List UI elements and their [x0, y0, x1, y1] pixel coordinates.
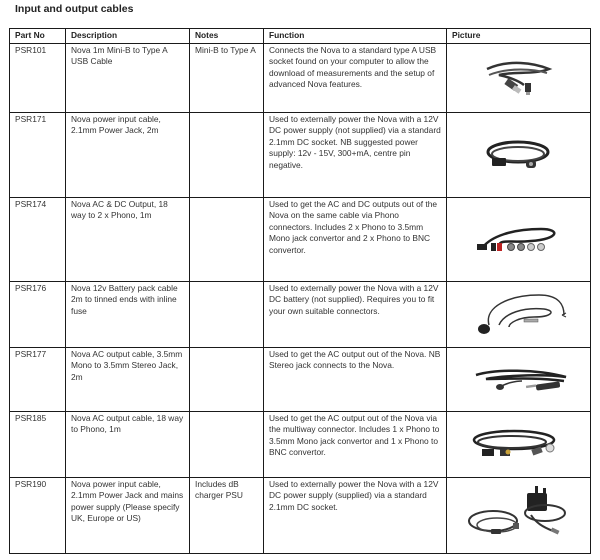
section-title: Input and output cables	[15, 3, 134, 15]
notes	[190, 112, 264, 197]
header-notes: Notes	[190, 29, 264, 44]
function: Connects the Nova to a standard type A USB socket found on your computer to allow the download of measurements and the setup of advanced Nova features.	[264, 43, 447, 112]
table-row	[10, 197, 591, 281]
part-no: PSR174	[10, 197, 66, 281]
battery-cable-icon	[469, 287, 569, 342]
header-description: Description	[66, 29, 190, 44]
header-part-no: Part No	[10, 29, 66, 44]
picture-cell	[447, 477, 591, 553]
function: Used to get the AC output out of the Nova. NB Stereo jack connects to the Nova.	[264, 347, 447, 411]
header-picture: Picture	[447, 29, 591, 44]
part-no: PSR185	[10, 411, 66, 477]
power-jack-cable-icon	[476, 132, 561, 177]
function: Used to externally power the Nova with a 12V DC power supply (not supplied) via a standard 2.1mm DC socket. NB suggested power supply: 12v - 15V, 300+mA, centre pin negative.	[264, 112, 447, 197]
function: Used to get the AC and DC outputs out of the Nova on the same cable via Phono connectors. Includes 2 x Phono to 3.5mm Mono jack convertor and 2 x Phono to BNC convertor.	[264, 197, 447, 281]
table-row	[10, 112, 591, 197]
notes	[190, 411, 264, 477]
part-no: PSR190	[10, 477, 66, 553]
description: Nova power input cable, 2.1mm Power Jack, 2m	[66, 112, 190, 197]
table-row	[10, 43, 591, 112]
cables-table	[9, 28, 591, 554]
picture-cell	[447, 281, 591, 347]
usb-cable-icon	[479, 55, 559, 100]
notes: Includes dB charger PSU	[190, 477, 264, 553]
description: Nova AC output cable, 3.5mm Mono to 3.5mm Stereo Jack, 2m	[66, 347, 190, 411]
description: Nova AC & DC Output, 18 way to 2 x Phono, 1m	[66, 197, 190, 281]
phono-cable-icon	[464, 422, 574, 467]
picture-cell	[447, 112, 591, 197]
notes: Mini-B to Type A	[190, 43, 264, 112]
picture-cell	[447, 347, 591, 411]
ac-dc-output-cable-icon	[471, 217, 566, 262]
notes	[190, 347, 264, 411]
description: Nova 1m Mini-B to Type A USB Cable	[66, 43, 190, 112]
description: Nova power input cable, 2.1mm Power Jack and mains power supply (Please specify UK, Europe or US)	[66, 477, 190, 553]
function: Used to get the AC output out of the Nova via the multiway connector. Includes 1 x Phono to 3.5mm Mono jack convertor and 1 x Phono to BNC convertor.	[264, 411, 447, 477]
stereo-jack-cable-icon	[466, 359, 571, 399]
table-row	[10, 281, 591, 347]
table-header-row	[10, 29, 591, 44]
notes	[190, 197, 264, 281]
table-row	[10, 477, 591, 553]
header-function: Function	[264, 29, 447, 44]
table-row	[10, 347, 591, 411]
part-no: PSR177	[10, 347, 66, 411]
mains-psu-icon	[461, 483, 576, 548]
part-no: PSR176	[10, 281, 66, 347]
part-no: PSR171	[10, 112, 66, 197]
function: Used to externally power the Nova with a 12V DC battery (not supplied). Requires you to fit your own suitable connectors.	[264, 281, 447, 347]
part-no: PSR101	[10, 43, 66, 112]
notes	[190, 281, 264, 347]
description: Nova 12v Battery pack cable 2m to tinned ends with inline fuse	[66, 281, 190, 347]
picture-cell	[447, 43, 591, 112]
table-row	[10, 411, 591, 477]
picture-cell	[447, 411, 591, 477]
function: Used to externally power the Nova with a 12V DC power supply (supplied) via a standard 2.1mm DC socket.	[264, 477, 447, 553]
description: Nova AC output cable, 18 way to Phono, 1m	[66, 411, 190, 477]
picture-cell	[447, 197, 591, 281]
